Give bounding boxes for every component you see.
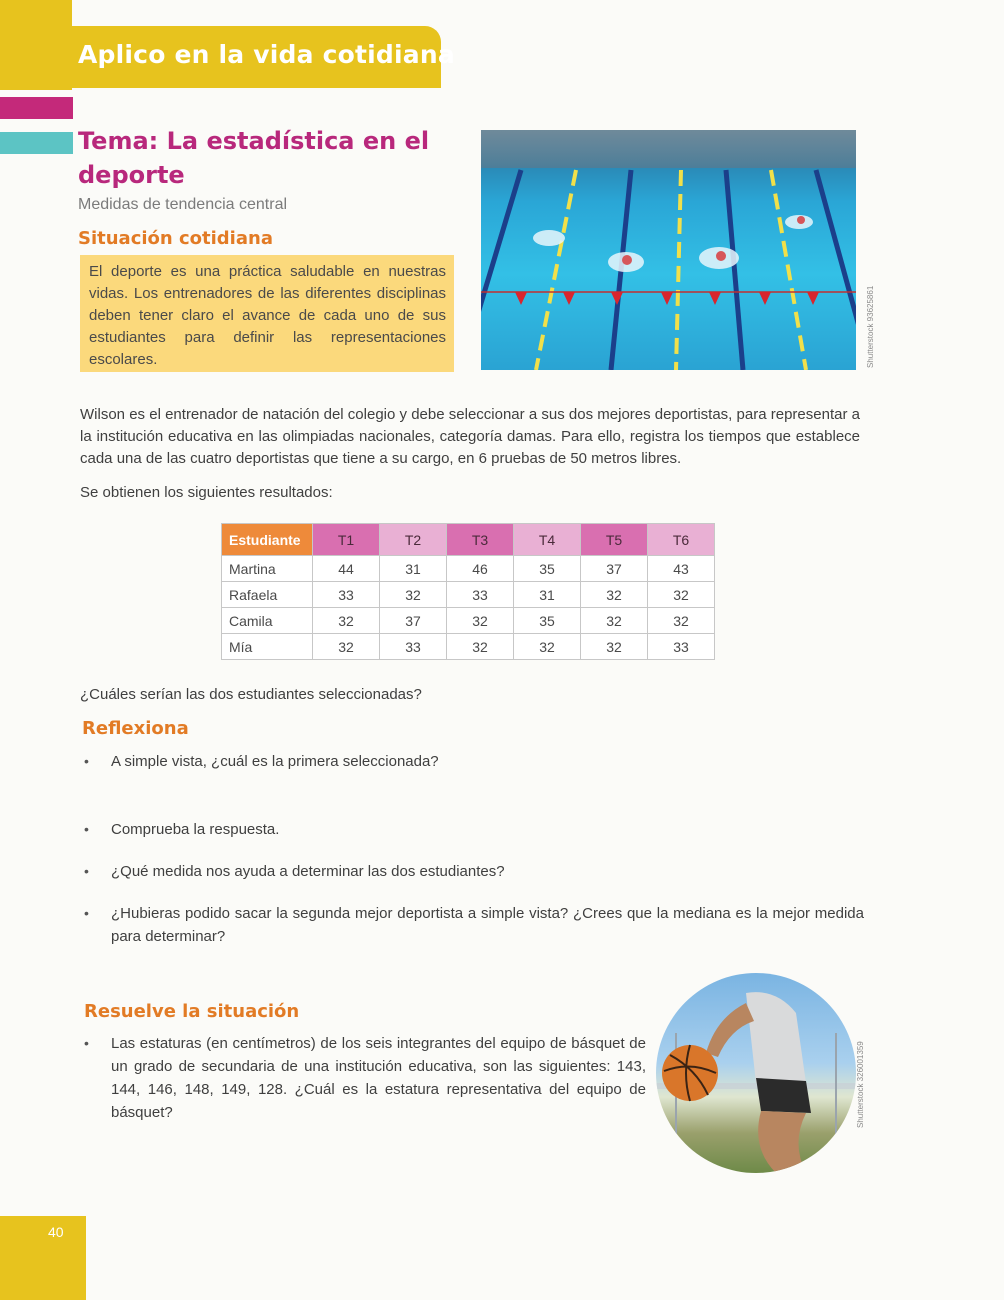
table-cell: 35 [514, 608, 581, 634]
table-cell: 32 [514, 634, 581, 660]
bullet-icon: • [84, 863, 89, 879]
basketball-illustration [656, 973, 856, 1173]
decor-stripe-teal [0, 132, 73, 154]
table-cell: 32 [581, 582, 648, 608]
table-cell: 32 [581, 608, 648, 634]
table-cell: Rafaela [222, 582, 313, 608]
page-number: 40 [48, 1224, 64, 1240]
list-item-text: A simple vista, ¿cuál es la primera seleccionada? [111, 753, 439, 770]
table-cell: 43 [648, 556, 715, 582]
table-cell: 33 [313, 582, 380, 608]
bullet-icon: • [84, 753, 89, 769]
ball-photo-credit: Shutterstock 326001359 [856, 1041, 865, 1128]
situation-heading: Situación cotidiana [78, 228, 273, 249]
list-item-text: ¿Qué medida nos ayuda a determinar las dos estudiantes? [111, 863, 505, 880]
table-header-cell: T2 [380, 524, 447, 556]
list-item [84, 902, 864, 948]
topic-title: Tema: La estadística en el deporte [78, 127, 430, 189]
table-row [222, 582, 715, 608]
table-cell: 32 [380, 582, 447, 608]
basketball-player-photo [656, 973, 856, 1173]
table-cell: 33 [380, 634, 447, 660]
list-item [84, 1032, 646, 1124]
table-cell: 31 [380, 556, 447, 582]
table-cell: 44 [313, 556, 380, 582]
table-cell: 37 [581, 556, 648, 582]
bullet-icon: • [84, 905, 89, 921]
section-title: Aplico en la vida cotidiana [78, 40, 455, 69]
results-lead: Se obtienen los siguientes resultados: [80, 484, 333, 501]
list-item [84, 860, 864, 883]
table-row [222, 634, 715, 660]
page-number-box [0, 1216, 86, 1300]
table-cell: 32 [648, 608, 715, 634]
list-item-text: ¿Hubieras podido sacar la segunda mejor deportista a simple vista? ¿Crees que la mediana es la mejor medida para determinar? [111, 905, 864, 945]
reflexiona-heading: Reflexiona [82, 718, 189, 739]
intro-paragraph: Wilson es el entrenador de natación del colegio y debe seleccionar a sus dos mejores deportistas, para representar a la institución educativa en las olimpiadas nacionales, categoría damas. Para ello, registra los tiempos que establece cada una de las cuatro deportistas que tiene a su cargo, en 6 pruebas de 50 metros libres. [80, 406, 860, 467]
situation-box [80, 255, 454, 372]
table-cell: Camila [222, 608, 313, 634]
table-row [222, 608, 715, 634]
bullet-icon: • [84, 821, 89, 837]
resuelve-heading: Resuelve la situación [84, 1001, 300, 1022]
table-header-cell: T3 [447, 524, 514, 556]
table-cell: Martina [222, 556, 313, 582]
table-cell: 31 [514, 582, 581, 608]
table-cell: 32 [581, 634, 648, 660]
table-cell: 32 [313, 634, 380, 660]
table-cell: 35 [514, 556, 581, 582]
table-header-cell: T4 [514, 524, 581, 556]
table-cell: 32 [648, 582, 715, 608]
bullet-icon: • [84, 1035, 89, 1051]
table-row [222, 556, 715, 582]
decor-stripe-magenta [0, 97, 73, 119]
table-header-cell: T5 [581, 524, 648, 556]
situation-text: El deporte es una práctica saludable en nuestras vidas. Los entrenadores de las diferentes disciplinas deben tener claro el avance de cada uno de sus estudiantes para definir las representaciones escolares. [89, 263, 446, 368]
table-cell: 46 [447, 556, 514, 582]
table-cell: 32 [313, 608, 380, 634]
results-table [221, 523, 715, 660]
table-cell: 32 [447, 608, 514, 634]
question-text: ¿Cuáles serían las dos estudiantes seleccionadas? [80, 686, 422, 703]
list-item [84, 750, 864, 773]
table-cell: 32 [447, 634, 514, 660]
list-item-text: Comprueba la respuesta. [111, 821, 280, 838]
table-header-row [222, 524, 715, 556]
pool-photo-credit: Shutterstock 93625861 [866, 285, 875, 368]
table-header-cell: Estudiante [222, 524, 313, 556]
pool-lanes-illustration [481, 130, 856, 370]
list-item-text: Las estaturas (en centímetros) de los seis integrantes del equipo de básquet de un grado de secundaria de una institución educativa, son las siguientes: 143, 144, 146, 148, 149, 128. ¿Cuál es la estatura representativa del equipo de básquet? [111, 1035, 646, 1121]
table-cell: 33 [447, 582, 514, 608]
table-cell: 33 [648, 634, 715, 660]
topic-subtitle: Medidas de tendencia central [78, 196, 288, 213]
table-cell: 37 [380, 608, 447, 634]
table-header-cell: T6 [648, 524, 715, 556]
list-item [84, 818, 864, 841]
table-header-cell: T1 [313, 524, 380, 556]
swimming-pool-photo [481, 130, 856, 370]
table-cell: Mía [222, 634, 313, 660]
